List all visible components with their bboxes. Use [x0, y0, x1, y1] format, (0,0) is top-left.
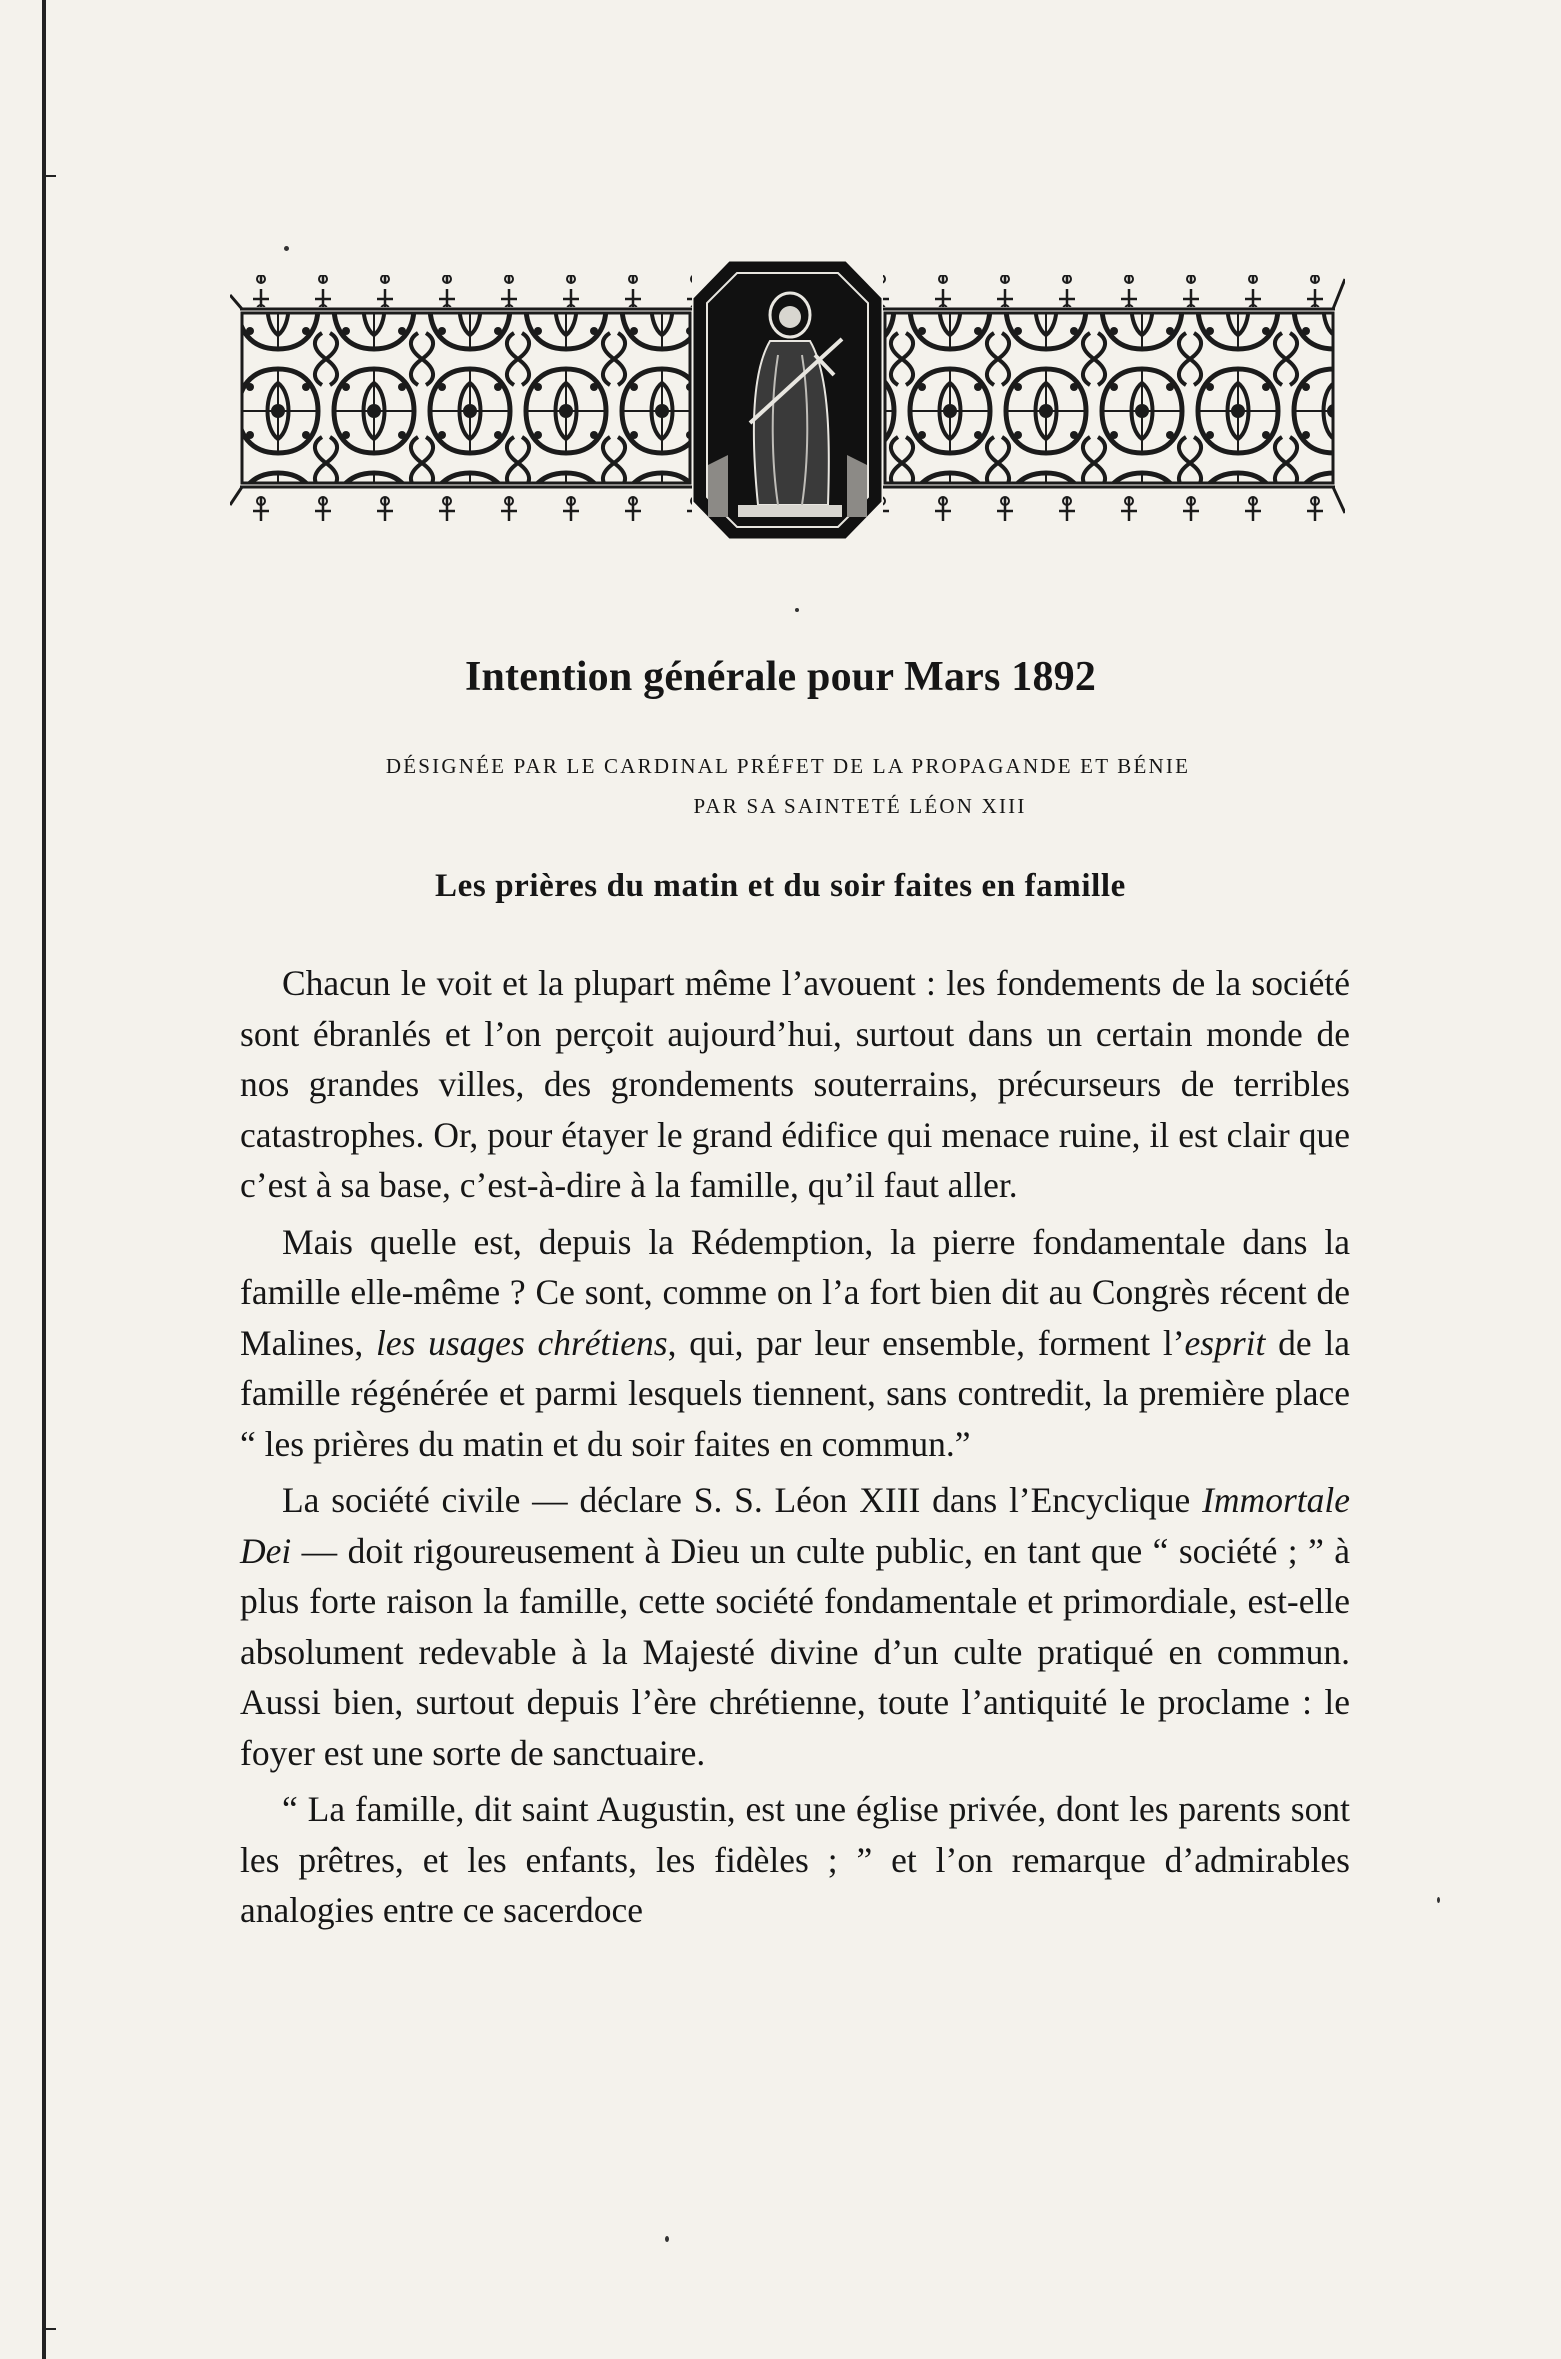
page-title: Intention générale pour Mars 1892 — [464, 654, 1097, 700]
paragraph-4: “ La famille, dit saint Augustin, est une église privée, dont les parents sont les prêtres, et les enfants, les fidèles ; ” et l’on remarque d’admirables analogies entre ce sacerdoce — [240, 1789, 1350, 1930]
specks — [284, 246, 289, 251]
saint-vignette-icon — [695, 263, 880, 537]
section-heading: Les prières du matin et du soir faites en famille — [435, 868, 1126, 904]
paragraph-2-italic-esprit: esprit — [1184, 1322, 1266, 1363]
page-spine-edge — [42, 0, 46, 2359]
paragraph-2 — [240, 1217, 1350, 1470]
paragraph-3 — [240, 1475, 1350, 1778]
paragraph-2-text-e: de la famille régénérée et parmi lesquels tiennent, sans contredit, la première place “ les prières du matin et du soir faites en commun.” — [240, 1322, 1350, 1464]
spine-mark — [46, 175, 56, 177]
paragraph-3-text-c: — doit rigoureusement à Dieu un culte public, en tant que “ société ; ” à plus forte raison la famille, cette société fondamentale et primordiale, est-elle absolument redevable à la Majesté divine d’un culte pratiqué en commun. Aussi bien, surtout depuis l’ère chrétienne, toute l’antiquité le proclame : le foyer est une sorte de sanctuaire. — [240, 1530, 1350, 1773]
paragraph-3-text-a: La société civile — déclare S. S. Léon XIII dans l’Encyclique — [282, 1480, 1203, 1520]
specks — [795, 608, 799, 612]
paragraph-2-italic-usages: les usages chrétiens — [375, 1322, 668, 1363]
paragraph-2-text-a: Mais quelle est, depuis la Rédemption, la pierre fondamentale dans la famille elle-même ? Ce sont, comme on l’a fort bien dit au Congrès récent de Malines, — [240, 1221, 1350, 1363]
specks — [665, 2236, 669, 2242]
body-text — [240, 958, 1350, 1936]
specks — [1437, 1897, 1440, 1903]
subtitle-line-2: PAR SA SAINTETÉ LÉON XIII — [693, 794, 1027, 818]
paragraph-1: Chacun le voit et la plupart même l’avouent : les fondements de la société sont ébranlés et l’on perçoit aujourd’hui, surtout dans un certain monde de nos grandes villes, des grondements souterrains, précurseurs de terribles catastrophes. Or, pour étayer le grand édifice qui menace ruine, il est clair que c’est à sa base, c’est-à-dire à la famille, qu’il faut aller. — [240, 963, 1350, 1205]
spine-mark — [46, 2328, 56, 2330]
ornamental-headband — [230, 255, 1345, 545]
paragraph-3-italic-encyclical: Immortale Dei — [240, 1480, 1350, 1571]
subtitle-line-1: DÉSIGNÉE PAR LE CARDINAL PRÉFET DE LA PROPAGANDE ET BÉNIE — [385, 754, 1191, 778]
paragraph-2-text-c: , qui, par leur ensemble, forment l’ — [667, 1322, 1185, 1363]
